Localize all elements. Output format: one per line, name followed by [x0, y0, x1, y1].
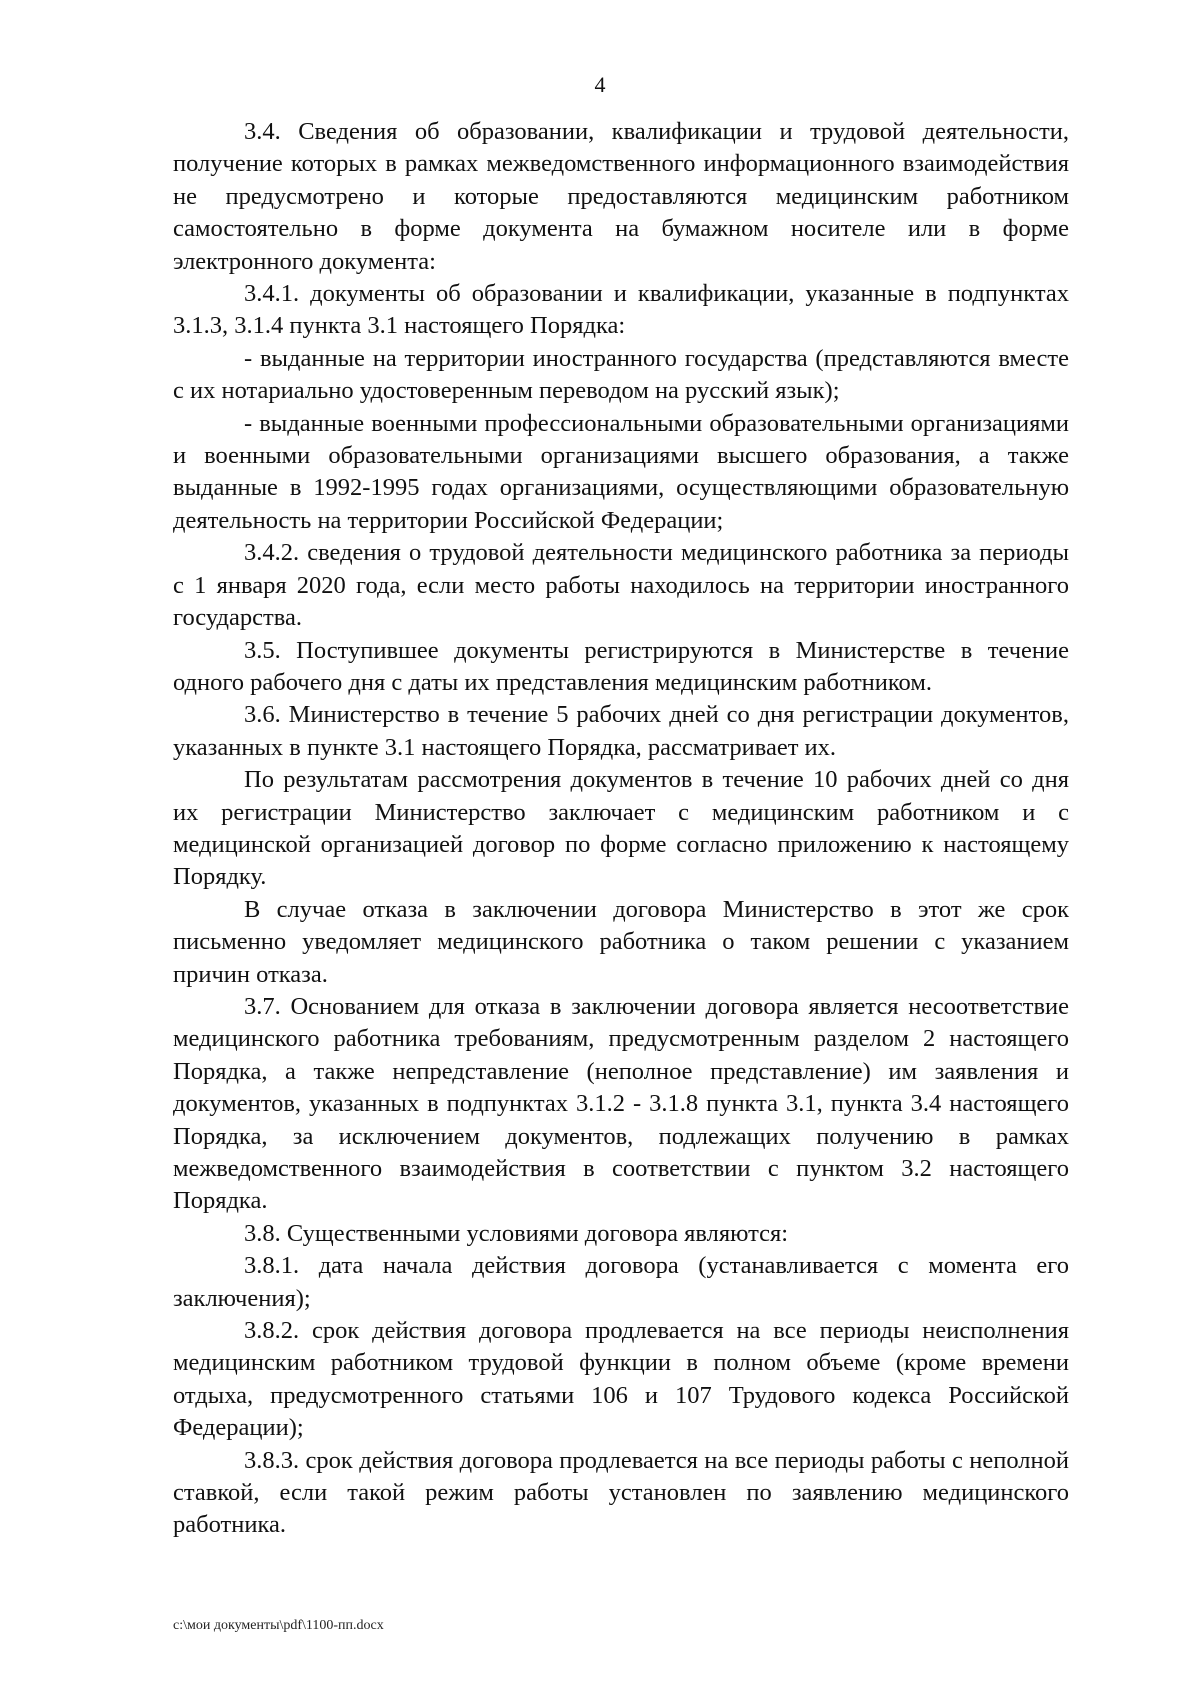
- footer-file-path: c:\мои документы\pdf\1100-пп.docx: [173, 1618, 384, 1633]
- paragraph-3-5: 3.5. Поступившее документы регистрируются в Министерстве в течение одного рабочего дня с даты их представления медицинским работником.: [173, 636, 1069, 696]
- paragraph-review-results: По результатам рассмотрения документов в течение 10 рабочих дней со дня их регистрации Министерство заключает с медицинским работником и с медицинской организацией договор по форме согласно приложению к настоящему Порядку.: [173, 766, 1069, 891]
- paragraph-3-7: 3.7. Основанием для отказа в заключении договора является несоответствие медицинского работника требованиям, предусмотренным разделом 2 настоящего Порядка, а также непредставление (неполное представление) им заявления и документов, указанных в подпунктах 3.1.2 - 3.1.8 пункта 3.1, пункта 3.4 настоящего Порядка, за исключением документов, подлежащих получению в рамках межведомственного взаимодействия в соответствии с пунктом 3.2 настоящего Порядка.: [173, 992, 1069, 1215]
- paragraph-refusal-notice: В случае отказа в заключении договора Министерство в этот же срок письменно уведомляет медицинского работника о таком решении с указанием причин отказа.: [173, 895, 1069, 988]
- page-number: 4: [594, 72, 606, 97]
- paragraph-3-8-2: 3.8.2. срок действия договора продлевается на все периоды неисполнения медицинским работником трудовой функции в полном объеме (кроме времени отдыха, предусмотренного статьями 106 и 107 Трудового кодекса Российской Федерации);: [173, 1317, 1069, 1442]
- paragraph-3-8: 3.8. Существенными условиями договора являются:: [244, 1219, 789, 1247]
- paragraph-3-4: 3.4. Сведения об образовании, квалификации и трудовой деятельности, получение которых в рамках межведомственного информационного взаимодействия не предусмотрено и которые предоставляются медицинским работником самостоятельно в форме документа на бумажном носителе или в форме электронного документа:: [173, 118, 1069, 275]
- list-item-foreign-documents: - выданные на территории иностранного государства (представляются вместе с их нотариально удостоверенным переводом на русский язык);: [173, 344, 1069, 405]
- paragraph-3-8-1: 3.8.1. дата начала действия договора (устанавливается с момента его заключения);: [173, 1252, 1069, 1312]
- paragraph-3-4-2: 3.4.2. сведения о трудовой деятельности медицинского работника за периоды с 1 января 2020 года, если место работы находилось на территории иностранного государства.: [173, 539, 1069, 632]
- list-item-military-documents: - выданные военными профессиональными образовательными организациями и военными образовательными организациями высшего образования, а также выданные в 1992-1995 годах организациями, осуществляющими образовательную деятельность на территории Российской Федерации;: [173, 409, 1069, 534]
- document-body: [173, 116, 1069, 1542]
- paragraph-3-8-3: 3.8.3. срок действия договора продлевается на все периоды работы с неполной ставкой, если такой режим работы установлен по заявлению медицинского работника.: [173, 1446, 1069, 1539]
- paragraph-3-4-1: 3.4.1. документы об образовании и квалификации, указанные в подпунктах 3.1.3, 3.1.4 пункта 3.1 настоящего Порядка:: [173, 280, 1069, 340]
- paragraph-3-6: 3.6. Министерство в течение 5 рабочих дней со дня регистрации документов, указанных в пункте 3.1 настоящего Порядка, рассматривает их.: [173, 701, 1069, 761]
